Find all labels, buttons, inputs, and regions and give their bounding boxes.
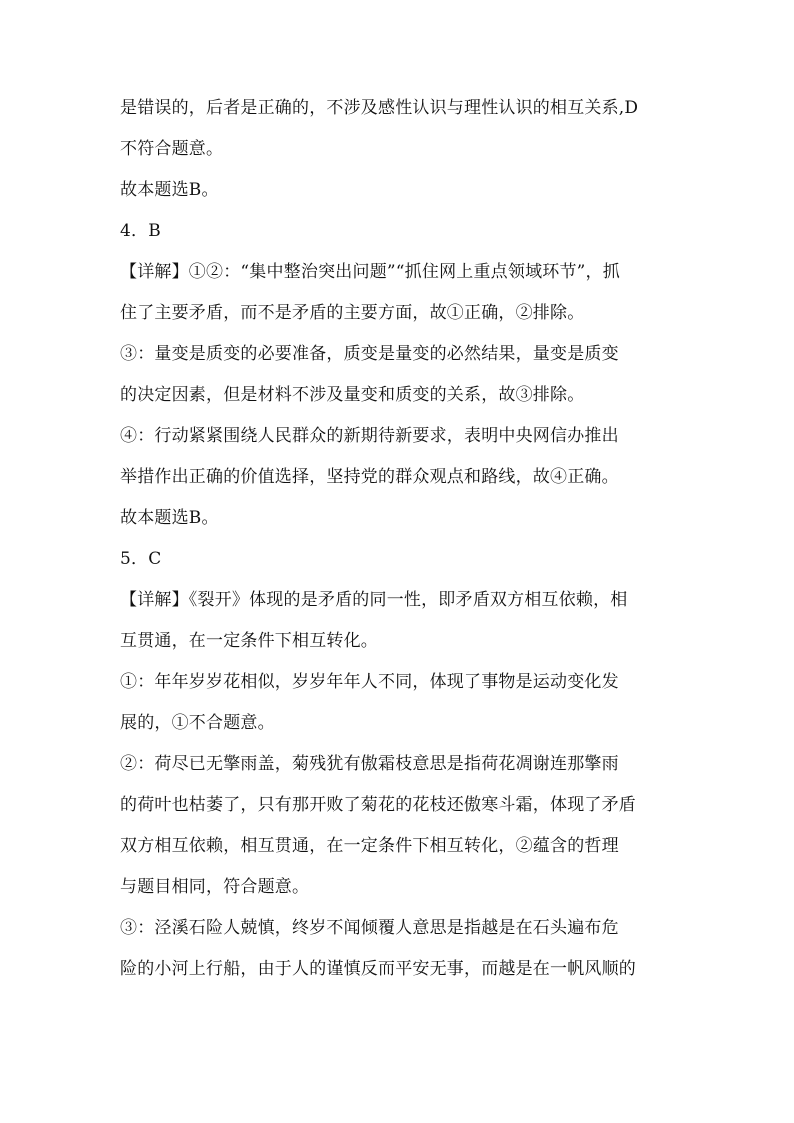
text-line: ③：泾溪石险人兢慎，终岁不闻倾覆人意思是指越是在石头遍布危 — [120, 918, 619, 938]
text-line: 【详解】①②：“集中整治突出问题”“抓住网上重点领域环节”，抓 — [120, 262, 620, 282]
text-line: 是错误的，后者是正确的，不涉及感性认识与理性认识的相互关系,D — [120, 98, 639, 118]
text-line: ②：荷尽已无擎雨盖，菊残犹有傲霜枝意思是指荷花凋谢连那擎雨 — [120, 754, 619, 774]
text-line: ③：量变是质变的必要准备，质变是量变的必然结果，量变是质变 — [120, 344, 619, 364]
text-line: 的决定因素，但是材料不涉及量变和质变的关系，故③排除。 — [120, 385, 585, 405]
text-line: 的荷叶也枯萎了，只有那开败了菊花的花枝还傲寒斗霜，体现了矛盾 — [120, 795, 636, 815]
text-line: ①：年年岁岁花相似，岁岁年年人不同，体现了事物是运动变化发 — [120, 672, 619, 692]
text-line: 与题目相同，符合题意。 — [120, 877, 310, 897]
text-line: 故本题选B。 — [120, 180, 219, 200]
text-line: 【详解】《裂开》体现的是矛盾的同一性，即矛盾双方相互依赖，相 — [120, 590, 628, 610]
question-number: 5．C — [120, 549, 162, 569]
text-line: ④：行动紧紧围绕人民群众的新期待新要求，表明中央网信办推出 — [120, 426, 619, 446]
text-line: 展的，①不合题意。 — [120, 713, 275, 733]
text-line: 双方相互依赖，相互贯通，在一定条件下相互转化，②蕴含的哲理 — [120, 836, 619, 856]
text-line: 险的小河上行船，由于人的谨慎反而平安无事，而越是在一帆风顺的 — [120, 959, 636, 979]
text-line: 故本题选B。 — [120, 508, 219, 528]
text-line: 互贯通，在一定条件下相互转化。 — [120, 631, 378, 651]
text-line: 不符合题意。 — [120, 139, 224, 159]
text-line: 举措作出正确的价值选择，坚持党的群众观点和路线，故④正确。 — [120, 467, 619, 487]
text-line: 住了主要矛盾，而不是矛盾的主要方面，故①正确，②排除。 — [120, 303, 585, 323]
question-number: 4．B — [120, 221, 161, 241]
document-page — [120, 98, 700, 1000]
